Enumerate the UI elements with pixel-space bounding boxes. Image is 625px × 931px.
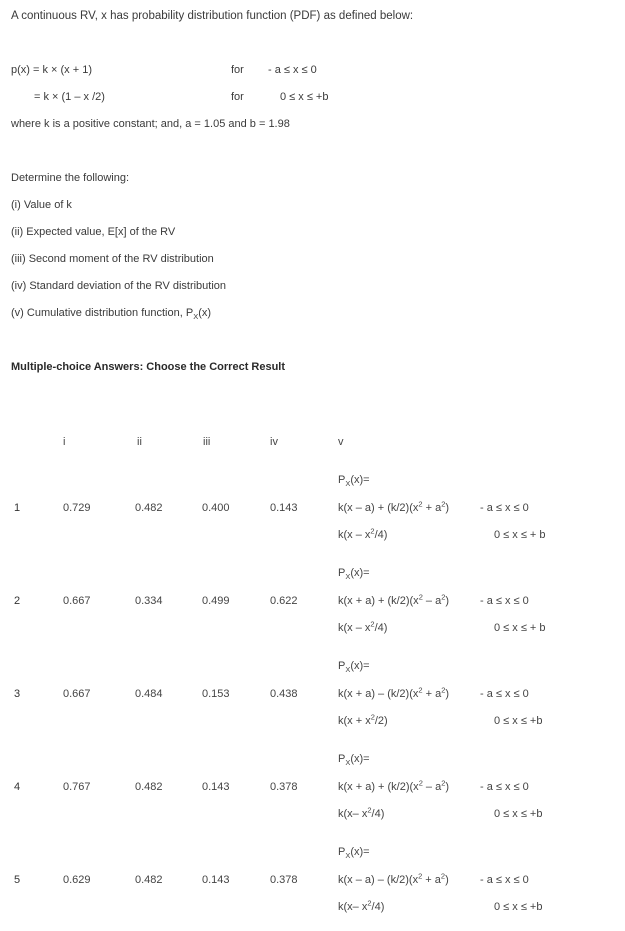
- cdf-formula-1-exp2: 2: [441, 592, 446, 602]
- cdf-range-1: - a ≤ x ≤ 0: [480, 781, 529, 793]
- answer-iv: 0.438: [270, 688, 298, 700]
- answer-i: 0.767: [63, 781, 91, 793]
- answer-iv: 0.378: [270, 781, 298, 793]
- px-label-sub: X: [345, 851, 351, 861]
- px-label-pre: P: [338, 474, 346, 486]
- answer-ii: 0.334: [135, 595, 163, 607]
- px-label-pre: P: [338, 660, 346, 672]
- px-label-post: (x)=: [350, 753, 370, 765]
- cdf-formula-1: [338, 499, 450, 514]
- cdf-formula-1-exp1: 2: [418, 592, 423, 602]
- pdf-line1-expr: p(x) = k × (x + 1): [11, 64, 92, 76]
- cdf-range-1: - a ≤ x ≤ 0: [480, 595, 529, 607]
- cdf-range-2: 0 ≤ x ≤ +b: [494, 901, 543, 913]
- pdf-line2-range: 0 ≤ x ≤ +b: [280, 91, 329, 103]
- cdf-formula-2-pre: k(x – x: [338, 622, 371, 634]
- cdf-range-2: 0 ≤ x ≤ +b: [494, 808, 543, 820]
- cdf-formula-1: [338, 871, 449, 886]
- cdf-formula-2-post: /2): [374, 715, 388, 727]
- answer-ii: 0.482: [135, 874, 163, 886]
- row-number: 5: [14, 874, 21, 886]
- cdf-range-2: 0 ≤ x ≤ + b: [494, 529, 546, 541]
- cdf-formula-1-exp2: 2: [441, 778, 446, 788]
- row-number: 3: [14, 688, 21, 700]
- cdf-formula-1-exp2: 2: [440, 871, 446, 881]
- px-label: [338, 567, 370, 582]
- cdf-formula-1-post: ): [445, 781, 450, 793]
- cdf-formula-1-pre: k(x – a) + (k/2)(x: [338, 502, 419, 514]
- cdf-formula-2-pre: k(x– x: [338, 901, 368, 913]
- cdf-formula-2-pre: k(x – x: [338, 529, 371, 541]
- row-number: 2: [14, 595, 21, 607]
- cdf-formula-2: [338, 805, 385, 820]
- px-label-pre: P: [338, 753, 346, 765]
- px-label: [338, 753, 370, 768]
- answer-i: 0.629: [63, 874, 91, 886]
- cdf-formula-2-exp: 2: [370, 712, 375, 722]
- answer-iv: 0.378: [270, 874, 298, 886]
- answer-i: 0.729: [63, 502, 91, 514]
- mc-title: Multiple-choice Answers: Choose the Correct Result: [11, 361, 286, 373]
- cdf-formula-1-mid: – a: [422, 595, 442, 607]
- cdf-formula-1: [338, 592, 450, 607]
- determine-item-5: [11, 307, 212, 322]
- px-label: [338, 660, 370, 675]
- px-label-post: (x)=: [350, 846, 370, 858]
- header-i: i: [63, 436, 66, 448]
- cdf-formula-1-exp2: 2: [441, 499, 446, 509]
- answer-iv: 0.622: [270, 595, 298, 607]
- cdf-formula-1-exp1: 2: [418, 778, 423, 788]
- cdf-formula-1-pre: k(x – a) – (k/2)(x: [338, 874, 419, 886]
- cdf-formula-1-exp2: 2: [441, 685, 446, 695]
- cdf-formula-1: [338, 778, 450, 793]
- determine-title: Determine the following:: [11, 172, 130, 184]
- pdf-line2-expr: = k × (1 – x /2): [34, 91, 105, 103]
- cdf-formula-1-exp1: 2: [418, 871, 423, 881]
- cdf-formula-2-exp: 2: [367, 805, 372, 815]
- cdf-formula-1-exp1: 2: [418, 499, 423, 509]
- determine-item-4: (iv) Standard deviation of the RV distribution: [11, 280, 227, 292]
- answer-iii: 0.499: [202, 595, 230, 607]
- px-label-sub: X: [345, 758, 351, 768]
- cdf-range-2: 0 ≤ x ≤ +b: [494, 715, 543, 727]
- answer-ii: 0.482: [135, 781, 163, 793]
- cdf-formula-1-pre: k(x + a) + (k/2)(x: [338, 781, 419, 793]
- cdf-formula-2: [338, 526, 388, 541]
- answer-iv: 0.143: [270, 502, 298, 514]
- answer-i: 0.667: [63, 595, 91, 607]
- intro-text: A continuous RV, x has probability distribution function (PDF) as defined below:: [11, 10, 414, 22]
- cdf-formula-2-post: /4): [371, 901, 385, 913]
- determine-item-5-sub: X: [193, 312, 199, 322]
- answer-iii: 0.143: [202, 874, 230, 886]
- pdf-line1-range: - a ≤ x ≤ 0: [268, 64, 317, 76]
- cdf-range-1: - a ≤ x ≤ 0: [480, 688, 529, 700]
- cdf-formula-1-post: ): [445, 874, 449, 886]
- cdf-formula-1-mid: + a: [422, 502, 442, 514]
- cdf-formula-1-post: ): [445, 595, 450, 607]
- px-label-pre: P: [338, 567, 346, 579]
- answer-iii: 0.400: [202, 502, 230, 514]
- px-label: [338, 846, 370, 861]
- cdf-formula-1-exp1: 2: [418, 685, 423, 695]
- cdf-formula-2-pre: k(x– x: [338, 808, 368, 820]
- header-v: v: [338, 436, 344, 448]
- cdf-formula-1-post: ): [445, 688, 450, 700]
- px-label-sub: X: [345, 665, 351, 675]
- cdf-formula-2: [338, 712, 388, 727]
- cdf-formula-1-pre: k(x + a) – (k/2)(x: [338, 688, 419, 700]
- pdf-line2-for: for: [231, 91, 244, 103]
- row-number: 4: [14, 781, 21, 793]
- determine-item-5-pre: (v) Cumulative distribution function, P: [11, 307, 194, 319]
- px-label-post: (x)=: [350, 474, 370, 486]
- cdf-formula-2-post: /4): [374, 529, 388, 541]
- header-iv: iv: [270, 436, 278, 448]
- cdf-formula-2-post: /4): [371, 808, 385, 820]
- cdf-formula-2-exp: 2: [367, 898, 372, 908]
- cdf-range-1: - a ≤ x ≤ 0: [480, 874, 529, 886]
- cdf-formula-2-post: /4): [374, 622, 388, 634]
- cdf-formula-1-pre: k(x + a) + (k/2)(x: [338, 595, 419, 607]
- px-label-post: (x)=: [350, 660, 370, 672]
- cdf-formula-1-mid: – a: [422, 781, 442, 793]
- cdf-formula-2: [338, 619, 388, 634]
- cdf-formula-1: [338, 685, 450, 700]
- answer-ii: 0.484: [135, 688, 163, 700]
- cdf-formula-1-mid: + a: [422, 688, 442, 700]
- cdf-formula-2-pre: k(x + x: [338, 715, 371, 727]
- determine-item-3: (iii) Second moment of the RV distribution: [11, 253, 214, 265]
- header-ii: ii: [137, 436, 142, 448]
- px-label-post: (x)=: [350, 567, 370, 579]
- cdf-formula-2-exp: 2: [370, 619, 375, 629]
- cdf-formula-2-exp: 2: [370, 526, 375, 536]
- px-label-pre: P: [338, 846, 346, 858]
- px-label: [338, 474, 370, 489]
- answer-ii: 0.482: [135, 502, 163, 514]
- answer-iii: 0.143: [202, 781, 230, 793]
- cdf-formula-2: [338, 898, 385, 913]
- answer-iii: 0.153: [202, 688, 230, 700]
- cdf-range-1: - a ≤ x ≤ 0: [480, 502, 529, 514]
- answer-i: 0.667: [63, 688, 91, 700]
- px-label-sub: X: [345, 572, 351, 582]
- cdf-formula-1-mid: + a: [422, 874, 441, 886]
- determine-item-1: (i) Value of k: [11, 199, 72, 211]
- cdf-range-2: 0 ≤ x ≤ + b: [494, 622, 546, 634]
- px-label-sub: X: [345, 479, 351, 489]
- determine-item-5-post: (x): [198, 307, 212, 319]
- cdf-formula-1-post: ): [445, 502, 450, 514]
- header-iii: iii: [203, 436, 211, 448]
- row-number: 1: [14, 502, 21, 514]
- determine-item-2: (ii) Expected value, E[x] of the RV: [11, 226, 176, 238]
- pdf-where: where k is a positive constant; and, a = 1.05 and b = 1.98: [11, 118, 290, 130]
- pdf-line1-for: for: [231, 64, 244, 76]
